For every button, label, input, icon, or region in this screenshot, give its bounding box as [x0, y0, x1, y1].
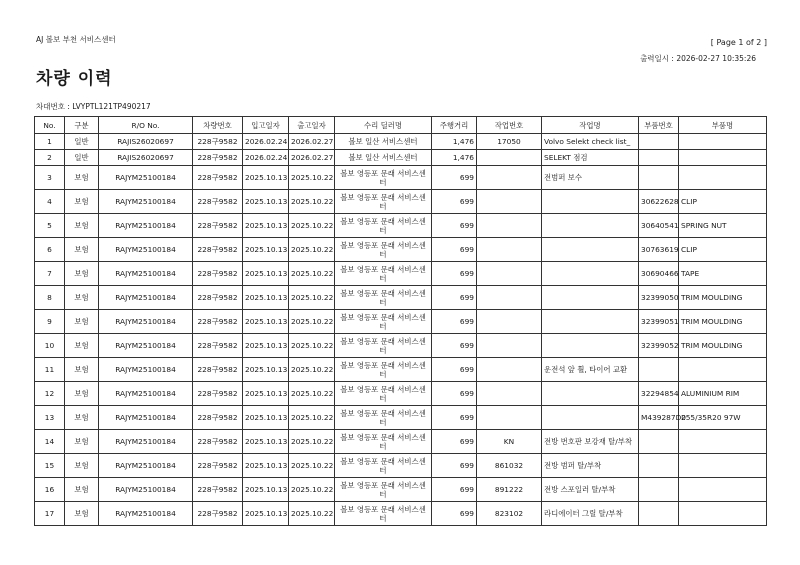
- row-no: 13: [35, 406, 65, 430]
- row-part-no: 30690466: [639, 262, 679, 286]
- row-ro-no: RAJIS26020697: [99, 134, 193, 150]
- row-ro-no: RAJYM25100184: [99, 310, 193, 334]
- row-out-date: 2025.10.22: [289, 238, 335, 262]
- row-job-no: 823102: [477, 502, 542, 526]
- row-plate: 228구9582: [193, 238, 243, 262]
- row-job-name: 운전석 앞 휠, 타이어 교환: [542, 358, 639, 382]
- row-part-name: [679, 454, 767, 478]
- col-header-in-date: 입고일자: [243, 117, 289, 134]
- row-type: 보험: [65, 286, 99, 310]
- row-job-name: [542, 214, 639, 238]
- row-plate: 228구9582: [193, 150, 243, 166]
- row-ro-no: RAJYM25100184: [99, 238, 193, 262]
- row-job-name: 전방 스포일러 탈/부착: [542, 478, 639, 502]
- row-mileage: 699: [432, 166, 477, 190]
- table-row: [35, 150, 767, 166]
- row-job-no: [477, 334, 542, 358]
- col-header-part-name: 부품명: [679, 117, 767, 134]
- row-plate: 228구9582: [193, 262, 243, 286]
- table-row: [35, 286, 767, 310]
- row-out-date: 2025.10.22: [289, 382, 335, 406]
- col-header-part-no: 부품번호: [639, 117, 679, 134]
- row-type: 보험: [65, 190, 99, 214]
- row-job-name: [542, 382, 639, 406]
- row-plate: 228구9582: [193, 134, 243, 150]
- row-plate: 228구9582: [193, 214, 243, 238]
- row-job-name: [542, 190, 639, 214]
- row-dealer: 볼보 일산 서비스센터: [335, 150, 432, 166]
- row-ro-no: RAJYM25100184: [99, 478, 193, 502]
- row-job-no: [477, 406, 542, 430]
- row-plate: 228구9582: [193, 430, 243, 454]
- table-row: [35, 430, 767, 454]
- table-row: [35, 358, 767, 382]
- table-row: [35, 134, 767, 150]
- row-out-date: 2025.10.22: [289, 262, 335, 286]
- row-part-name: [679, 478, 767, 502]
- print-timestamp: 출력일시 : 2026-02-27 10:35:26: [640, 54, 756, 63]
- row-in-date: 2025.10.13: [243, 334, 289, 358]
- row-job-name: [542, 310, 639, 334]
- row-in-date: 2025.10.13: [243, 382, 289, 406]
- row-dealer: 볼보 영등포 문래 서비스센터: [335, 358, 432, 382]
- row-out-date: 2026.02.27: [289, 150, 335, 166]
- row-ro-no: RAJYM25100184: [99, 262, 193, 286]
- row-type: 보험: [65, 358, 99, 382]
- row-in-date: 2025.10.13: [243, 358, 289, 382]
- row-dealer: 볼보 영등포 문래 서비스센터: [335, 310, 432, 334]
- row-type: 보험: [65, 310, 99, 334]
- row-plate: 228구9582: [193, 166, 243, 190]
- row-dealer: 볼보 일산 서비스센터: [335, 134, 432, 150]
- row-out-date: 2025.10.22: [289, 166, 335, 190]
- row-part-no: [639, 478, 679, 502]
- row-in-date: 2025.10.13: [243, 478, 289, 502]
- row-dealer: 볼보 영등포 문래 서비스센터: [335, 478, 432, 502]
- col-header-dealer: 수리 딜러명: [335, 117, 432, 134]
- row-mileage: 699: [432, 406, 477, 430]
- row-ro-no: RAJYM25100184: [99, 286, 193, 310]
- row-part-no: 32294854: [639, 382, 679, 406]
- row-part-name: CLIP: [679, 190, 767, 214]
- col-header-mileage: 주행거리: [432, 117, 477, 134]
- row-dealer: 볼보 영등포 문래 서비스센터: [335, 190, 432, 214]
- row-type: 보험: [65, 262, 99, 286]
- row-job-name: [542, 406, 639, 430]
- row-part-name: [679, 502, 767, 526]
- row-ro-no: RAJIS26020697: [99, 150, 193, 166]
- table-row: [35, 166, 767, 190]
- row-in-date: 2025.10.13: [243, 454, 289, 478]
- table-row: [35, 190, 767, 214]
- row-out-date: 2026.02.27: [289, 134, 335, 150]
- row-ro-no: RAJYM25100184: [99, 502, 193, 526]
- vin-label: 차대번호 : LVYPTL121TP490217: [36, 102, 151, 111]
- row-ro-no: RAJYM25100184: [99, 334, 193, 358]
- page-indicator: [ Page 1 of 2 ]: [710, 38, 767, 47]
- row-dealer: 볼보 영등포 문래 서비스센터: [335, 382, 432, 406]
- row-part-name: ALUMINIUM RIM: [679, 382, 767, 406]
- row-no: 16: [35, 478, 65, 502]
- row-no: 12: [35, 382, 65, 406]
- row-job-no: [477, 214, 542, 238]
- row-job-no: [477, 166, 542, 190]
- row-in-date: 2025.10.13: [243, 310, 289, 334]
- row-in-date: 2025.10.13: [243, 430, 289, 454]
- row-plate: 228구9582: [193, 190, 243, 214]
- row-out-date: 2025.10.22: [289, 454, 335, 478]
- row-no: 3: [35, 166, 65, 190]
- row-out-date: 2025.10.22: [289, 334, 335, 358]
- row-ro-no: RAJYM25100184: [99, 406, 193, 430]
- row-plate: 228구9582: [193, 358, 243, 382]
- row-ro-no: RAJYM25100184: [99, 358, 193, 382]
- row-job-name: 전방 번호판 보강재 탈/부착: [542, 430, 639, 454]
- row-job-no: [477, 382, 542, 406]
- table-row: [35, 454, 767, 478]
- table-header-row: [35, 117, 767, 134]
- row-mileage: 699: [432, 286, 477, 310]
- row-out-date: 2025.10.22: [289, 406, 335, 430]
- row-out-date: 2025.10.22: [289, 286, 335, 310]
- col-header-job-no: 작업번호: [477, 117, 542, 134]
- row-mileage: 699: [432, 358, 477, 382]
- row-part-name: [679, 358, 767, 382]
- row-plate: 228구9582: [193, 286, 243, 310]
- row-job-name: [542, 238, 639, 262]
- row-no: 4: [35, 190, 65, 214]
- row-mileage: 699: [432, 478, 477, 502]
- row-plate: 228구9582: [193, 454, 243, 478]
- row-job-no: [477, 190, 542, 214]
- table-row: [35, 334, 767, 358]
- row-no: 7: [35, 262, 65, 286]
- row-plate: 228구9582: [193, 502, 243, 526]
- row-job-no: [477, 310, 542, 334]
- row-plate: 228구9582: [193, 310, 243, 334]
- row-part-name: TRIM MOULDING: [679, 334, 767, 358]
- row-part-name: TRIM MOULDING: [679, 310, 767, 334]
- row-mileage: 699: [432, 190, 477, 214]
- col-header-plate: 차량번호: [193, 117, 243, 134]
- row-out-date: 2025.10.22: [289, 214, 335, 238]
- row-job-name: SELEKT 점검: [542, 150, 639, 166]
- row-part-no: [639, 150, 679, 166]
- row-mileage: 1,476: [432, 134, 477, 150]
- table-row: [35, 214, 767, 238]
- col-header-out-date: 출고일자: [289, 117, 335, 134]
- table-row: [35, 478, 767, 502]
- row-job-name: 전범퍼 보수: [542, 166, 639, 190]
- row-type: 보험: [65, 334, 99, 358]
- row-dealer: 볼보 영등포 문래 서비스센터: [335, 406, 432, 430]
- row-out-date: 2025.10.22: [289, 190, 335, 214]
- row-dealer: 볼보 영등포 문래 서비스센터: [335, 454, 432, 478]
- row-no: 9: [35, 310, 65, 334]
- row-type: 보험: [65, 238, 99, 262]
- row-ro-no: RAJYM25100184: [99, 214, 193, 238]
- row-part-no: [639, 166, 679, 190]
- row-type: 보험: [65, 166, 99, 190]
- row-plate: 228구9582: [193, 382, 243, 406]
- row-ro-no: RAJYM25100184: [99, 430, 193, 454]
- row-job-no: 861032: [477, 454, 542, 478]
- col-header-type: 구분: [65, 117, 99, 134]
- row-part-no: [639, 134, 679, 150]
- row-job-no: [477, 150, 542, 166]
- row-type: 보험: [65, 214, 99, 238]
- row-mileage: 699: [432, 262, 477, 286]
- row-no: 2: [35, 150, 65, 166]
- table-row: [35, 262, 767, 286]
- row-part-name: [679, 134, 767, 150]
- row-job-name: 라디에이터 그릴 탈/부착: [542, 502, 639, 526]
- row-no: 1: [35, 134, 65, 150]
- row-part-no: [639, 454, 679, 478]
- row-part-no: 30622628: [639, 190, 679, 214]
- page-title: 차량 이력: [36, 69, 113, 89]
- row-part-name: 255/35R20 97W: [679, 406, 767, 430]
- row-in-date: 2025.10.13: [243, 238, 289, 262]
- row-job-name: Volvo Selekt check list_: [542, 134, 639, 150]
- row-mileage: 699: [432, 502, 477, 526]
- row-job-name: [542, 286, 639, 310]
- row-job-name: [542, 334, 639, 358]
- row-in-date: 2025.10.13: [243, 166, 289, 190]
- row-in-date: 2025.10.13: [243, 286, 289, 310]
- col-header-ro-no: R/O No.: [99, 117, 193, 134]
- row-plate: 228구9582: [193, 334, 243, 358]
- row-type: 보험: [65, 478, 99, 502]
- row-in-date: 2026.02.24: [243, 150, 289, 166]
- row-part-no: 30763619: [639, 238, 679, 262]
- table-row: [35, 238, 767, 262]
- row-ro-no: RAJYM25100184: [99, 382, 193, 406]
- row-ro-no: RAJYM25100184: [99, 166, 193, 190]
- row-mileage: 699: [432, 334, 477, 358]
- row-dealer: 볼보 영등포 문래 서비스센터: [335, 430, 432, 454]
- row-dealer: 볼보 영등포 문래 서비스센터: [335, 238, 432, 262]
- table-row: [35, 502, 767, 526]
- row-plate: 228구9582: [193, 478, 243, 502]
- row-type: 보험: [65, 454, 99, 478]
- row-in-date: 2025.10.13: [243, 214, 289, 238]
- row-type: 보험: [65, 382, 99, 406]
- row-part-no: 32399050: [639, 286, 679, 310]
- row-no: 6: [35, 238, 65, 262]
- row-mileage: 699: [432, 382, 477, 406]
- row-ro-no: RAJYM25100184: [99, 190, 193, 214]
- row-no: 15: [35, 454, 65, 478]
- row-part-no: 30640541: [639, 214, 679, 238]
- row-no: 14: [35, 430, 65, 454]
- service-center-name: AJ 볼보 부천 서비스센터: [36, 35, 116, 44]
- row-job-no: [477, 358, 542, 382]
- row-job-no: 891222: [477, 478, 542, 502]
- vehicle-history-table: [34, 116, 767, 526]
- row-job-no: [477, 262, 542, 286]
- row-job-no: KN: [477, 430, 542, 454]
- row-type: 보험: [65, 502, 99, 526]
- row-part-name: [679, 150, 767, 166]
- row-type: 일반: [65, 134, 99, 150]
- table-row: [35, 382, 767, 406]
- row-no: 10: [35, 334, 65, 358]
- row-part-no: M439287D0: [639, 406, 679, 430]
- row-part-name: CLIP: [679, 238, 767, 262]
- row-out-date: 2025.10.22: [289, 430, 335, 454]
- row-part-no: [639, 502, 679, 526]
- row-no: 11: [35, 358, 65, 382]
- row-job-no: 17050: [477, 134, 542, 150]
- row-dealer: 볼보 영등포 문래 서비스센터: [335, 286, 432, 310]
- row-part-name: SPRING NUT: [679, 214, 767, 238]
- row-mileage: 699: [432, 310, 477, 334]
- row-no: 5: [35, 214, 65, 238]
- row-mileage: 699: [432, 454, 477, 478]
- row-out-date: 2025.10.22: [289, 310, 335, 334]
- row-part-no: [639, 358, 679, 382]
- row-dealer: 볼보 영등포 문래 서비스센터: [335, 502, 432, 526]
- row-in-date: 2025.10.13: [243, 262, 289, 286]
- row-part-no: 32399051: [639, 310, 679, 334]
- row-in-date: 2025.10.13: [243, 406, 289, 430]
- row-dealer: 볼보 영등포 문래 서비스센터: [335, 214, 432, 238]
- col-header-job-name: 작업명: [542, 117, 639, 134]
- row-mileage: 699: [432, 238, 477, 262]
- row-in-date: 2026.02.24: [243, 134, 289, 150]
- row-part-name: [679, 166, 767, 190]
- row-part-no: 32399052: [639, 334, 679, 358]
- table-row: [35, 406, 767, 430]
- row-no: 8: [35, 286, 65, 310]
- col-header-no: No.: [35, 117, 65, 134]
- row-part-name: [679, 430, 767, 454]
- row-no: 17: [35, 502, 65, 526]
- row-out-date: 2025.10.22: [289, 358, 335, 382]
- row-out-date: 2025.10.22: [289, 478, 335, 502]
- row-job-no: [477, 286, 542, 310]
- row-in-date: 2025.10.13: [243, 502, 289, 526]
- row-job-no: [477, 238, 542, 262]
- row-mileage: 699: [432, 214, 477, 238]
- row-type: 보험: [65, 430, 99, 454]
- row-part-no: [639, 430, 679, 454]
- row-ro-no: RAJYM25100184: [99, 454, 193, 478]
- row-job-name: 전방 범퍼 탈/부착: [542, 454, 639, 478]
- row-dealer: 볼보 영등포 문래 서비스센터: [335, 334, 432, 358]
- row-plate: 228구9582: [193, 406, 243, 430]
- row-dealer: 볼보 영등포 문래 서비스센터: [335, 262, 432, 286]
- row-out-date: 2025.10.22: [289, 502, 335, 526]
- row-job-name: [542, 262, 639, 286]
- row-mileage: 1,476: [432, 150, 477, 166]
- row-in-date: 2025.10.13: [243, 190, 289, 214]
- row-type: 보험: [65, 406, 99, 430]
- table-row: [35, 310, 767, 334]
- row-mileage: 699: [432, 430, 477, 454]
- row-part-name: TRIM MOULDING: [679, 286, 767, 310]
- row-dealer: 볼보 영등포 문래 서비스센터: [335, 166, 432, 190]
- row-part-name: TAPE: [679, 262, 767, 286]
- row-type: 일반: [65, 150, 99, 166]
